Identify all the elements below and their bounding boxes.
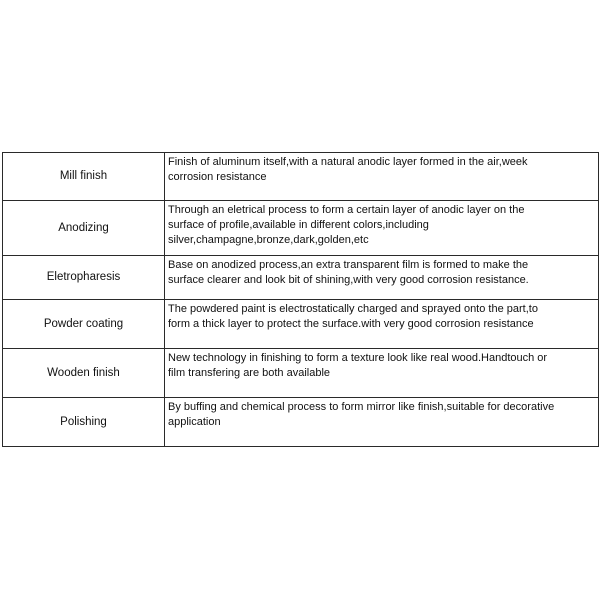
description-line: application	[168, 416, 221, 428]
table-row	[3, 201, 599, 256]
description-line: silver,champagne,bronze,dark,golden,etc	[168, 234, 369, 246]
table-row	[3, 256, 599, 300]
finish-name-eletropharesis: Eletropharesis	[3, 256, 165, 300]
description-line: surface clearer and look bit of shining,with very good corrosion resistance.	[168, 274, 529, 286]
finish-description-powder-coating	[165, 300, 599, 349]
finish-name-wooden-finish: Wooden finish	[3, 349, 165, 398]
description-line: surface of profile,available in different colors,including	[168, 219, 429, 231]
finish-name-anodizing: Anodizing	[3, 201, 165, 256]
finish-name-powder-coating: Powder coating	[3, 300, 165, 349]
description-line: Through an eletrical process to form a certain layer of anodic layer on the	[168, 204, 525, 216]
table-row	[3, 398, 599, 447]
description-line: New technology in finishing to form a texture look like real wood.Handtouch or	[168, 352, 548, 364]
finish-description-polishing	[165, 398, 599, 447]
description-line: corrosion resistance	[168, 171, 267, 183]
description-line: film transfering are both available	[168, 367, 331, 379]
finish-description-eletropharesis	[165, 256, 599, 300]
description-line: The powdered paint is electrostatically charged and sprayed onto the part,to	[168, 303, 538, 315]
surface-finish-table	[2, 152, 599, 447]
table-row	[3, 300, 599, 349]
finish-name-polishing: Polishing	[3, 398, 165, 447]
finish-description-anodizing	[165, 201, 599, 256]
description-line: form a thick layer to protect the surface.with very good corrosion resistance	[168, 318, 534, 330]
description-line: Base on anodized process,an extra transparent film is formed to make the	[168, 259, 529, 271]
finish-description-mill-finish	[165, 153, 599, 201]
finish-description-wooden-finish	[165, 349, 599, 398]
description-line: Finish of aluminum itself,with a natural anodic layer formed in the air,week	[168, 156, 528, 168]
table-row	[3, 153, 599, 201]
finish-name-mill-finish: Mill finish	[3, 153, 165, 201]
description-line: By buffing and chemical process to form mirror like finish,suitable for decorative	[168, 401, 555, 413]
table-row	[3, 349, 599, 398]
